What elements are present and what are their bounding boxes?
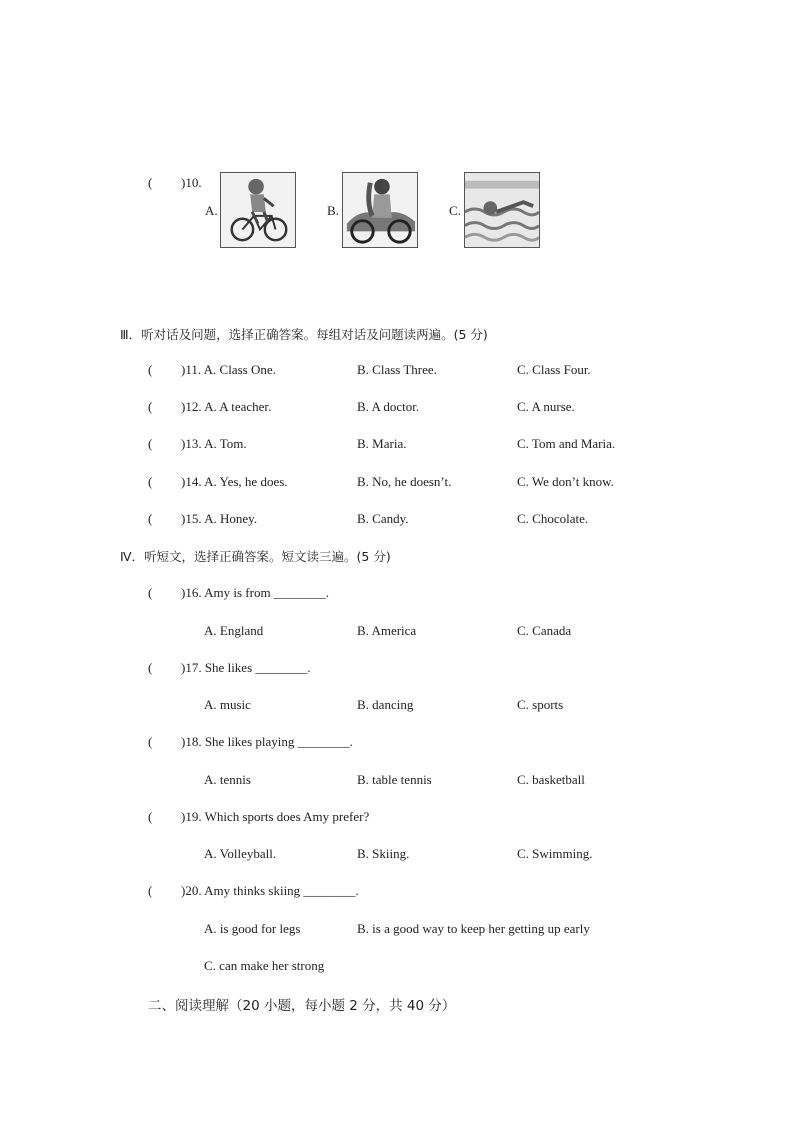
question-stem: )18. She likes playing ________. (181, 734, 353, 749)
question-stem: )17. She likes ________. (181, 660, 311, 675)
option-b: B. A doctor. (357, 399, 420, 414)
option-b: B. Class Three. (357, 362, 437, 377)
answer-paren: ( (148, 362, 153, 377)
answer-paren: ( (148, 734, 153, 749)
answer-paren: ( (148, 809, 153, 824)
option-c: C. Swimming. (517, 846, 593, 861)
option-b: B. dancing (357, 697, 414, 712)
option-c: C. Tom and Maria. (517, 436, 616, 451)
question-stem: )14. A. Yes, he does. (181, 474, 288, 489)
question-10-number: )10. (181, 175, 202, 190)
option-b: B. Candy. (357, 511, 409, 526)
option-b: B. Maria. (357, 436, 407, 451)
answer-paren: ( (148, 883, 153, 898)
option-c: C. A nurse. (517, 399, 575, 414)
option-c: C. Class Four. (517, 362, 591, 377)
section-3-heading: Ⅲ．听对话及问题，选择正确答案。每组对话及问题读两遍。(5 分) (120, 327, 488, 342)
option-a: A. England (204, 623, 264, 638)
option-a-letter: A. (205, 203, 218, 218)
question-stem: )13. A. Tom. (181, 436, 247, 451)
option-c: C. We don’t know. (517, 474, 614, 489)
part-2-heading: 二、阅读理解（20 小题，每小题 2 分，共 40 分） (148, 998, 456, 1014)
option-b: B. No, he doesn’t. (357, 474, 452, 489)
girl-cycling-icon (220, 172, 296, 248)
question-stem: )12. A. A teacher. (181, 399, 272, 414)
option-b-letter: B. (327, 203, 339, 218)
option-c: C. Chocolate. (517, 511, 589, 526)
question-stem: )19. Which sports does Amy prefer? (181, 809, 370, 824)
answer-paren: ( (148, 585, 153, 600)
option-b: B. America (357, 623, 417, 638)
question-stem: )11. A. Class One. (181, 362, 276, 377)
option-c: C. Canada (517, 623, 572, 638)
answer-paren: ( (148, 660, 153, 675)
option-b: B. Skiing. (357, 846, 410, 861)
answer-paren: ( (148, 399, 153, 414)
option-c: C. sports (517, 697, 564, 712)
answer-paren: ( (148, 436, 153, 451)
option-a: A. music (204, 697, 251, 712)
option-c: C. basketball (517, 772, 585, 787)
option-c-letter: C. (449, 203, 461, 218)
option-c: C. can make her strong (204, 958, 325, 973)
section-4-heading: Ⅳ．听短文，选择正确答案。短文读三遍。(5 分) (120, 549, 391, 564)
option-a: A. Volleyball. (204, 846, 277, 861)
question-stem: )16. Amy is from ________. (181, 585, 330, 600)
motorcycle-rider-icon (342, 172, 418, 248)
question-stem: )20. Amy thinks skiing ________. (181, 883, 359, 898)
answer-paren: ( (148, 511, 153, 526)
option-a: A. is good for legs (204, 921, 301, 936)
option-b: B. table tennis (357, 772, 432, 787)
option-b: B. is a good way to keep her getting up early (357, 921, 590, 936)
option-a: A. tennis (204, 772, 251, 787)
question-stem: )15. A. Honey. (181, 511, 258, 526)
answer-paren: ( (148, 474, 153, 489)
swimmer-icon (464, 172, 540, 248)
